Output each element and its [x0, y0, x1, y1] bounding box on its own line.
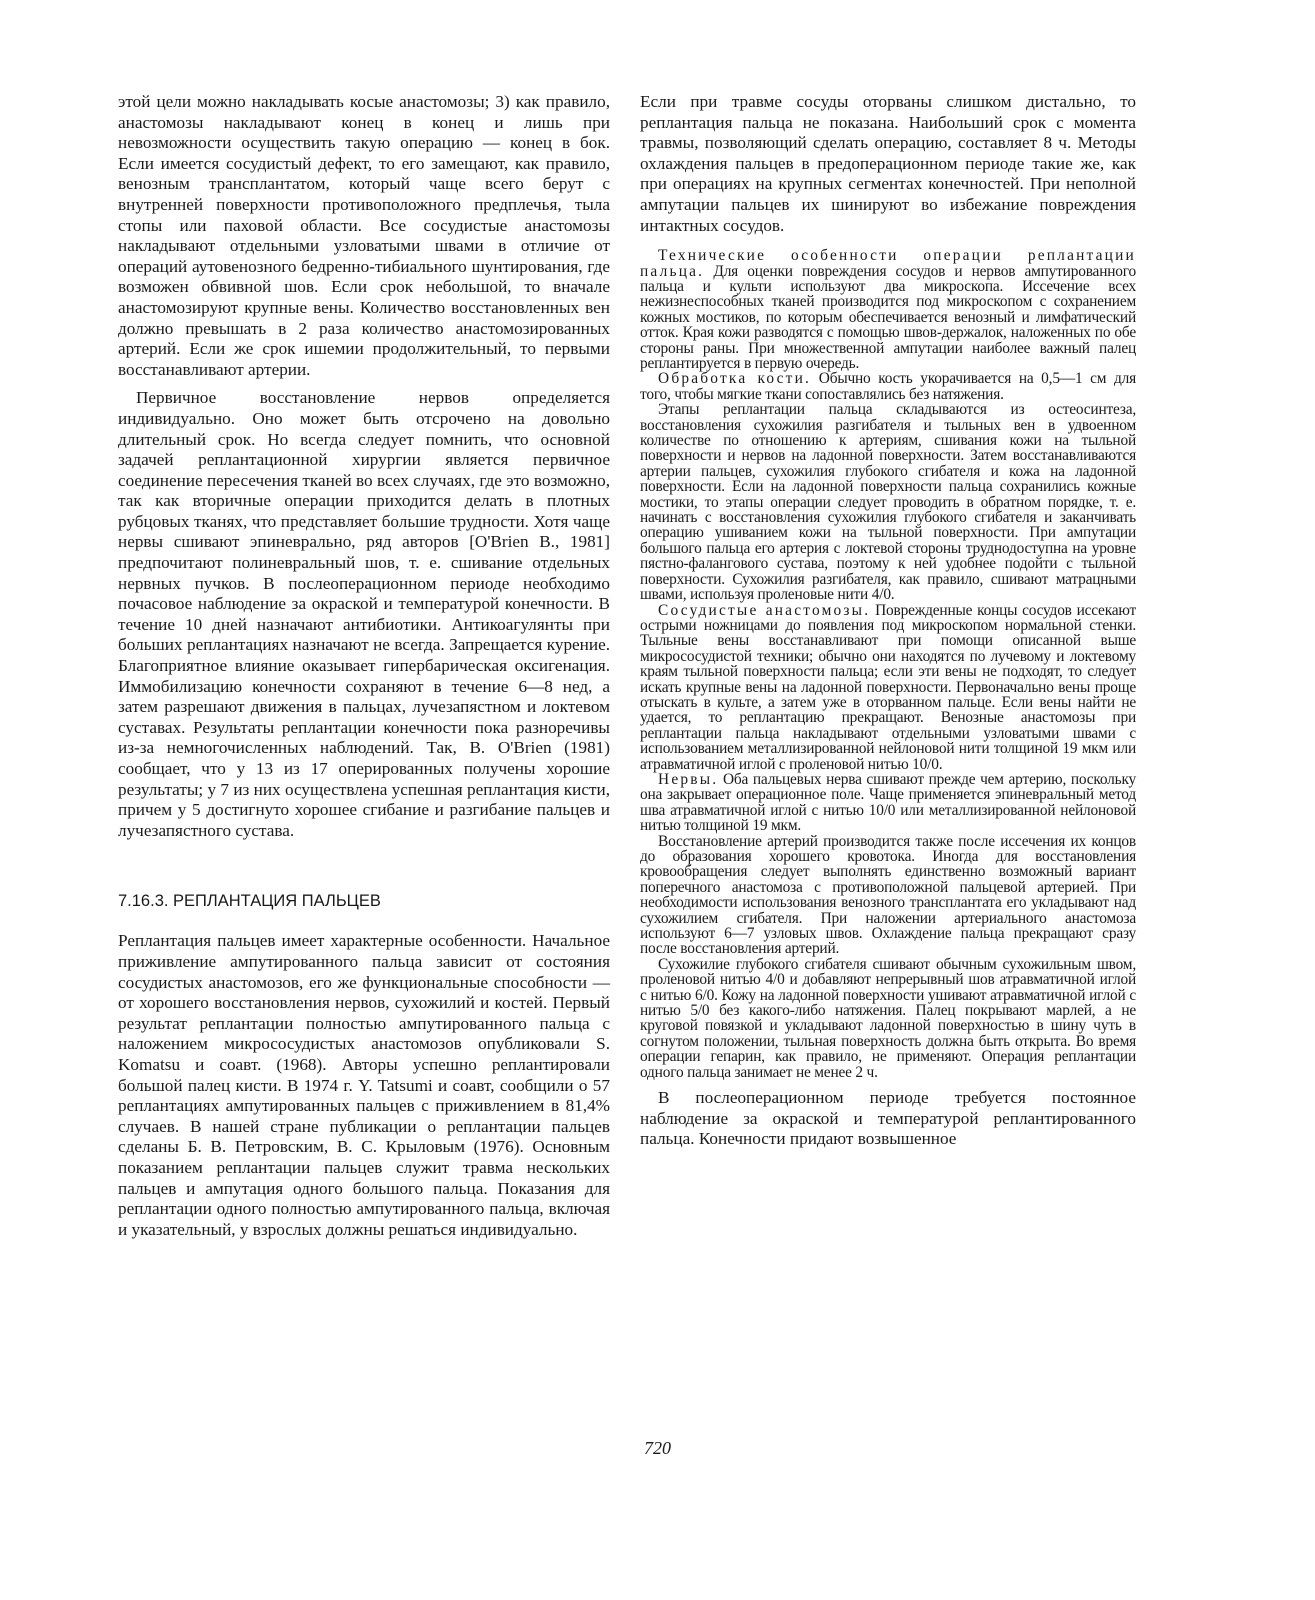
subsection-vascular [640, 603, 1136, 772]
subsection-vascular-title: Сосудистые анастомозы. [658, 601, 871, 619]
subsection-nerves-title: Нервы. [658, 770, 719, 788]
right-paragraph-last: В послеоперационном периоде требуется постоянное наблюдение за окраской и температурой реплантированного пальца. Конечности придают возвышенное [640, 1088, 1136, 1149]
section-heading-wrap [118, 891, 610, 911]
page-number: 720 [644, 1438, 671, 1458]
left-paragraph-1: этой цели можно накладывать косые анастомозы; 3) как правило, анастомозы накладывают конец в конец и лишь при невозможности осуществить такую операцию — конец в бок. Если имеется сосудистый дефект, то его замещают, как правило, венозным трансплантатом, который чаще всего берут с внутренней поверхности противоположного предплечья, тыла стопы или паховой области. Все сосудистые анастомозы накладывают отдельными узловатыми швами в отличие от операций аутовенозного бедренно-тибиального шунтирования, где возможен обвивной шов. Если срок небольшой, то вначале анастомозируют крупные вены. Количество восстановленных вен должно превышать в 2 раза количество анастомозированных артерий. Если же срок ишемии продолжительный, то первыми восстанавливают артерии. [118, 92, 610, 379]
subsection-stages: Этапы реплантации пальца складываются из остеосинтеза, восстановления сухожилия разгибателя и тыльных вен в удвоенном количестве по отношению к артериям, сшивания кожи на тыльной поверхности и нервов на ладонной поверхности. Затем восстанавливаются артерии пальцев, сухожилия глубокого сгибателя и кожа на ладонной поверхности. Если на ладонной поверхности пальца сохранились кожные мостики, то этапы операции следует проводить в обратном порядке, т. е. начинать с восстановления сухожилия глубокого сгибателя и заканчивать операцию ушиванием кожи на тыльной поверхности. При ампутации большого пальца его артерия с локтевой стороны труднодоступна на уровне пястно-фалангового сустава, поэтому к ней удобнее подойти с тыльной поверхности. Сухожилия разгибателя, как правило, сшивают матрацными швами, используя проленовые нити 4/0. [640, 401, 1136, 604]
subsection-bone-title: Обработка кости. [658, 370, 812, 388]
subsection-nerves [640, 772, 1136, 834]
subsection-bone-text: Обычно кость укорачивается на 0,5—1 см для того, чтобы мягкие ткани сопоставлялись без натяжения. [640, 370, 1137, 403]
right-paragraph-1: Если при травме сосуды оторваны слишком дистально, то реплантация пальца не показана. Наибольший срок с момента травмы, позволяющий сделать операцию, составляет 8 ч. Методы охлаждения пальцев в предоперационном периоде такие же, как при операциях на крупных сегментах конечностей. При неполной ампутации пальцев их шинируют во избежание повреждения интактных сосудов. [640, 92, 1136, 235]
left-column [118, 92, 610, 1240]
subsection-bone [640, 371, 1136, 402]
subsection-vascular-text: Поврежденные концы сосудов иссекают острыми ножницами до появления под микроскопом нормальной стенки. Тыльные вены восстанавливают при помощи описанной выше микрососудистой техники; обычно они находятся по лучевому и локтевому краям тыльной поверхности пальца; если эти вены не подходят, то следует искать крупные вены на ладонной поверхности. Первоначально вены проще отыскать в культе, а затем уже в оторванном пальце. Если вены найти не удается, то реплантацию прекращают. Венозные анастомозы при реплантации пальца накладывают отдельными узловатыми швами с использованием металлизированной нейлоновой нити толщиной 19 мкм или атравматичной иглой с проленовой нитью 10/0. [640, 601, 1136, 773]
subsection-arteries: Восстановление артерий производится также после иссечения их концов до образования хорошего кровотока. Иногда для восстановления кровообращения следует выполнять единственно возможный вариант поперечного анастомоза с противоположной пальцевой артерией. При необходимости использования венозного трансплантата его укладывают над сухожилием сгибателя. При наложении артериального анастомоза используют 6—7 узловых швов. Охлаждение пальца прекращают сразу после восстановления артерий. [640, 832, 1136, 958]
right-column [640, 92, 1136, 1150]
left-paragraph-3: Реплантация пальцев имеет характерные особенности. Начальное приживление ампутированного пальца зависит от состояния сосудистых анастомозов, его же функциональные способности — от хорошего восстановления нервов, сухожилий и костей. Первый результат реплантации полностью ампутированного пальца с наложением микрососудистых анастомозов опубликовали S. Komatsu и соавт. (1968). Авторы успешно реплантировали большой палец кисти. В 1974 г. Y. Tatsumi и соавт, сообщили о 57 реплантациях ампутированных пальцев с приживлением в 81,4% случаев. В нашей стране публикации о реплантации пальцев сделаны Б. В. Петровским, В. С. Крыловым (1976). Основным показанием реплантации пальцев служит травма нескольких пальцев и ампутация одного большого пальца. Показания для реплантации одного полностью ампутированного пальца, включая и указательный, у взрослых должны решаться индивидуально. [118, 931, 610, 1239]
section-heading: 7.16.3. РЕПЛАНТАЦИЯ ПАЛЬЦЕВ [118, 892, 381, 911]
subsection-tendon: Сухожилие глубокого сгибателя сшивают обычным сухожильным швом, проленовой нитью 4/0 и добавляют непрерывный шов атравматичной иглой с нитью 6/0. Кожу на ладонной поверхности ушивают атравматичной иглой с нитью 5/0 без какого-либо натяжения. Палец покрывают марлей, а не круговой повязкой и укладывают ладонной поверхностью в шину чуть в согнутом положении, тыльная поверхность должна быть открыта. Во время операции гепарин, как правило, не применяют. Операция реплантации одного пальца занимает не менее 2 ч. [640, 955, 1136, 1081]
subsection-technical [640, 248, 1136, 371]
subsection-technical-text: Для оценки повреждения сосудов и нервов ампутированного пальца и культи используют два микроскопа. Иссечение всех нежизнеспособных тканей производится под микроскопом с сохранением кожных мостиков, по которым обеспечивается венозный и лимфатический отток. Края кожи разводятся с помощью швов-держалок, наложенных по обе стороны раны. При множественной ампутации наиболее важный палец реплантируется в первую очередь. [640, 262, 1136, 372]
subsection-technical-title: Технические особенности операции реплантации пальца. [640, 247, 1136, 280]
subsection-nerves-text: Оба пальцевых нерва сшивают прежде чем артерию, поскольку она закрывает операционное поле. Чаще применяется эпиневральный метод шва атравматичной иглой с нитью 10/0 или металлизированной нейлоновой нитью толщиной 19 мкм. [640, 770, 1137, 835]
left-paragraph-2: Первичное восстановление нервов определяется индивидуально. Оно может быть отсрочено на довольно длительный срок. Но всегда следует помнить, что основной задачей реплантационной хирургии является первичное соединение пересечения тканей во всех случаях, где это возможно, так как вторичные операции приходится делать в плотных рубцовых тканях, что представляет большие трудности. Хотя чаще нервы сшивают эпиневрально, ряд авторов [O'Brien В., 1981] предпочитают полиневральный шов, т. е. сшивание отдельных нервных пучков. В послеоперационном периоде необходимо почасовое наблюдение за окраской и температурой конечности. В течение 10 дней назначают антибиотики. Антикоагулянты при больших реплантациях назначают не всегда. Запрещается курение. Благоприятное влияние оказывает гипербарическая оксигенация. Иммобилизацию конечности сохраняют в течение 6—8 нед, а затем разрешают движения в пальцах, лучезапястном и локтевом суставах. Результаты реплантации конечности пока разноречивы из-за немногочисленных наблюдений. Так, В. O'Brien (1981) сообщает, что у 13 из 17 оперированных получены хорошие результаты; у 7 из них осуществлена успешная реплантация кисти, причем у 5 достигнуто хорошее сгибание и разгибание пальцев и лучезапястного сустава. [118, 388, 610, 840]
